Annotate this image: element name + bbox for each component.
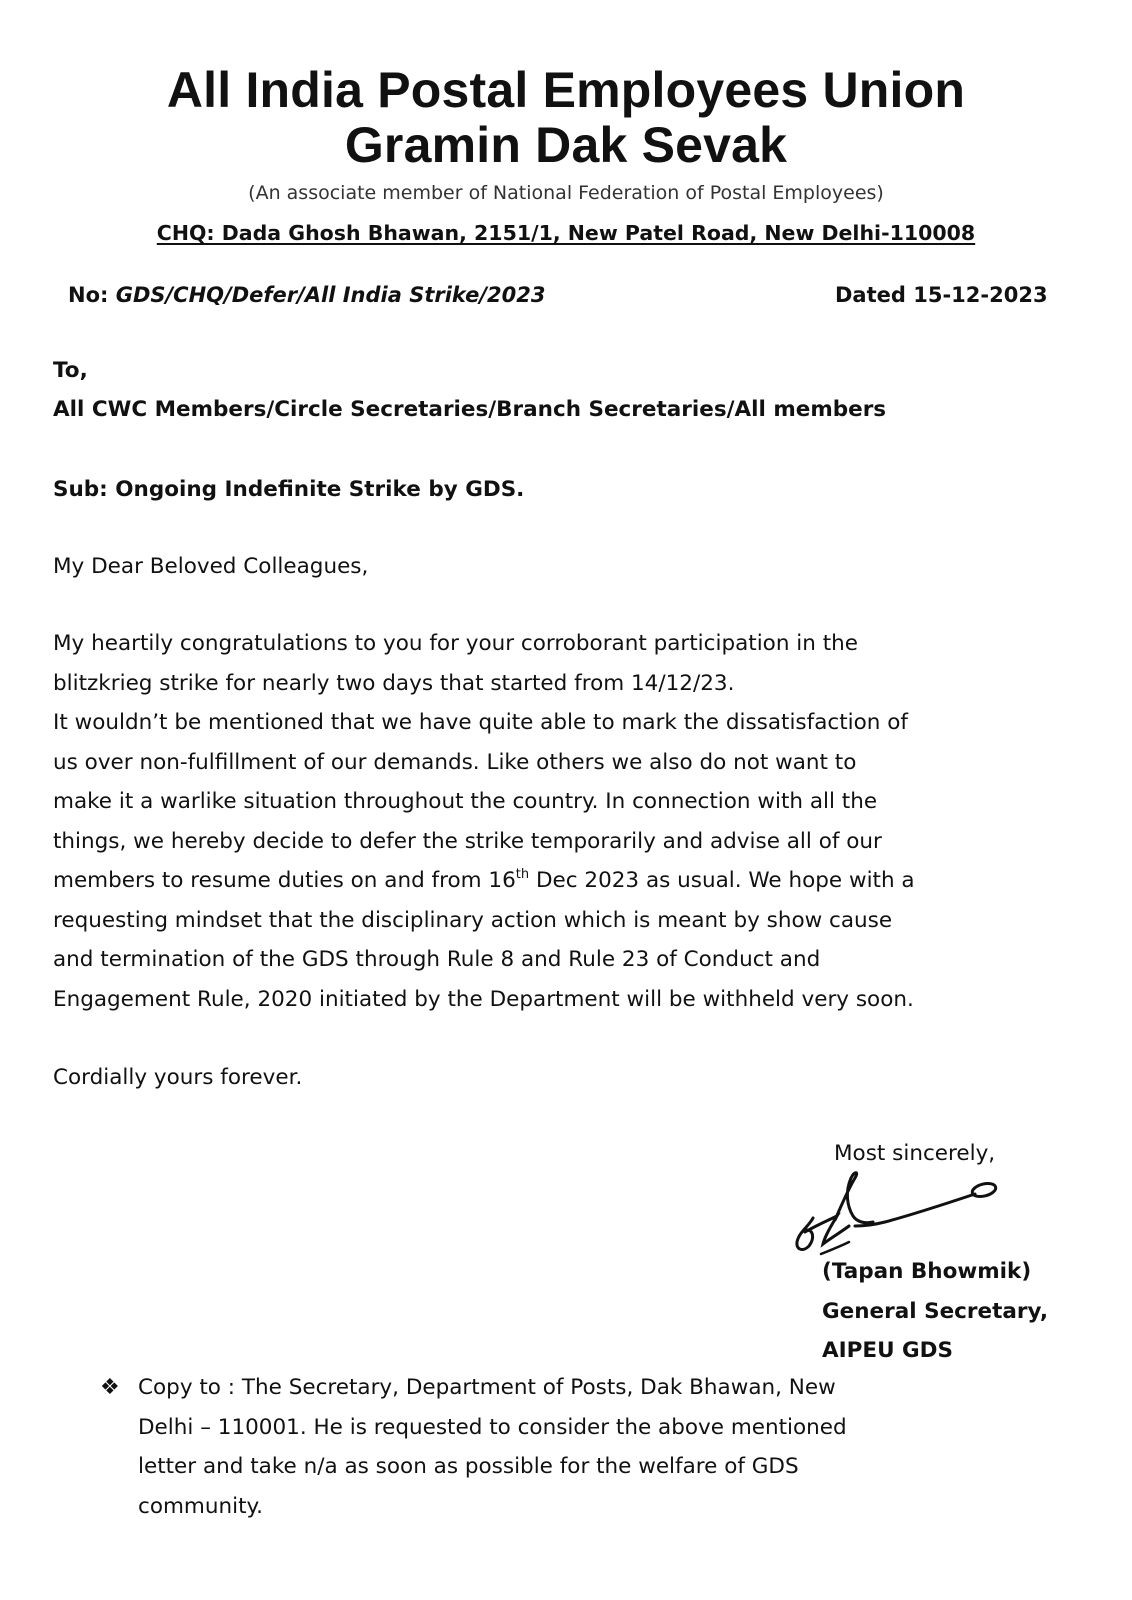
ordinal-suffix: th xyxy=(515,867,530,882)
body-line: requesting mindset that the disciplinary action which is meant by show cause xyxy=(53,907,893,933)
signer-org: AIPEU GDS xyxy=(822,1338,954,1363)
signer-name: (Tapan Bhowmik) xyxy=(822,1259,1032,1284)
copy-to-text xyxy=(138,1368,1000,1526)
body-line: blitzkrieg strike for nearly two days that started from 14/12/23. xyxy=(53,670,735,696)
body-line: and termination of the GDS through Rule 8 and Rule 23 of Conduct and xyxy=(53,947,821,972)
copy-to-line: letter and take n/a as soon as possible for the welfare of GDS xyxy=(138,1454,799,1479)
signer-designation: General Secretary, xyxy=(822,1298,1048,1324)
subject-line: Sub: Ongoing Indefinite Strike by GDS. xyxy=(53,477,525,502)
body-line: us over non-fulfillment of our demands. Like others we also do not want to xyxy=(53,749,857,775)
reference-label: No: xyxy=(68,283,116,307)
copy-to-block xyxy=(100,1368,1000,1526)
reference-value: GDS/CHQ/Defer/All India Strike/2023 xyxy=(115,283,546,307)
copy-to-line: community. xyxy=(138,1493,264,1519)
handwritten-signature xyxy=(795,1166,1010,1261)
to-line: To, xyxy=(53,358,88,383)
signer-block xyxy=(822,1252,1048,1371)
reference-number xyxy=(68,283,546,307)
copy-to-line: Copy to : The Secretary, Department of Posts, Dak Bhawan, New xyxy=(138,1375,836,1400)
letter-body xyxy=(53,624,1053,1019)
body-line: Engagement Rule, 2020 initiated by the Department will be withheld very soon. xyxy=(53,986,914,1012)
body-line: things, we hereby decide to defer the strike temporarily and advise all of our xyxy=(53,828,882,854)
body-line: make it a warlike situation throughout the country. In connection with all the xyxy=(53,789,878,814)
union-title: All India Postal Employees Union xyxy=(166,62,966,118)
copy-to-line: Delhi – 110001. He is requested to consider the above mentioned xyxy=(138,1414,847,1440)
recipients: All CWC Members/Circle Secretaries/Branch Secretaries/All members xyxy=(53,397,887,422)
body-line-date-after: Dec 2023 as usual. We hope with a xyxy=(529,868,915,893)
body-line-date xyxy=(53,861,1053,901)
body-line: My heartily congratulations to you for your corroborant participation in the xyxy=(53,631,859,656)
diamond-bullet-icon: ❖ xyxy=(100,1375,120,1400)
letter-date: Dated 15-12-2023 xyxy=(835,283,1048,307)
body-line: It wouldn’t be mentioned that we have quite able to mark the dissatisfaction of xyxy=(53,710,908,735)
chq-address: CHQ: Dada Ghosh Bhawan, 2151/1, New Patel Road, New Delhi-110008 xyxy=(156,221,976,245)
salutation: My Dear Beloved Colleagues, xyxy=(53,554,369,579)
closing-line: Cordially yours forever. xyxy=(53,1065,303,1090)
associate-note: (An associate member of National Federation of Postal Employees) xyxy=(248,182,884,204)
body-line-date-before: members to resume duties on and from 16 xyxy=(53,868,516,893)
sincerely-line: Most sincerely, xyxy=(834,1141,996,1166)
union-subtitle: Gramin Dak Sevak xyxy=(344,117,788,173)
